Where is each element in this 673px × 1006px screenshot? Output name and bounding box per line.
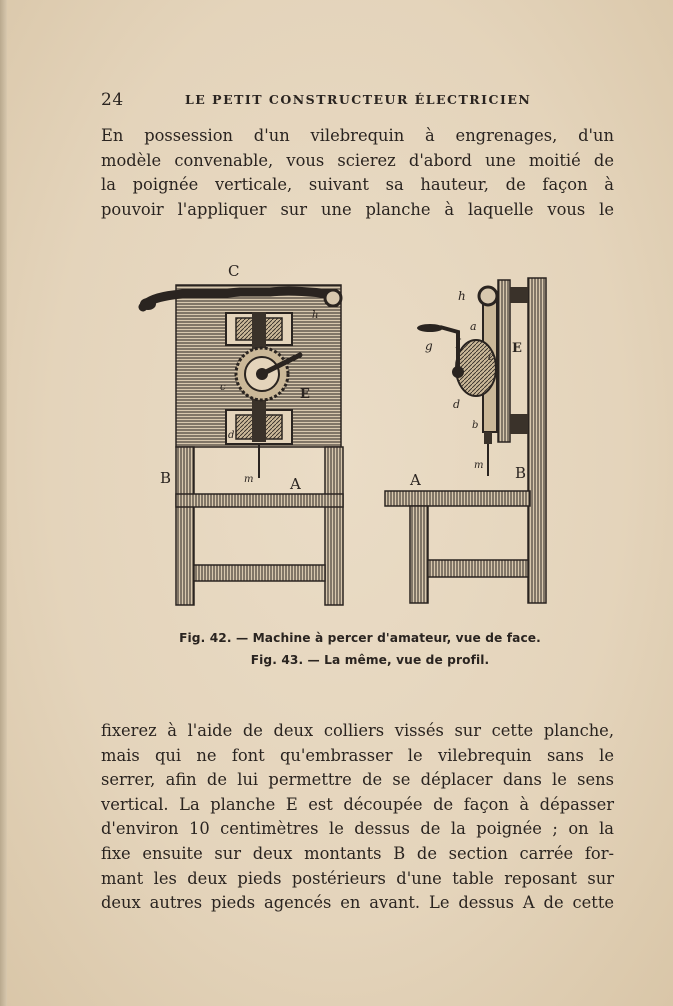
front-leg (410, 506, 428, 603)
label-d: d (228, 430, 235, 441)
label-c-upper: C (228, 262, 240, 280)
text-line: vertical. La planche E est découpée de façon à dépasser (101, 794, 614, 814)
label-b-small: b (472, 420, 479, 431)
bottom-connector (510, 414, 528, 434)
crank-g-handle (417, 324, 443, 332)
label-h-side: h (458, 289, 466, 303)
label-f: f (456, 338, 460, 349)
text-line: la poignée verticale, suivant sa hauteur, de façon à (101, 175, 614, 195)
label-g: g (425, 339, 433, 353)
top-pivot-h (479, 287, 497, 305)
board-e-side (498, 280, 510, 442)
label-m-side: m (474, 460, 484, 471)
text-line: mant les deux pieds postérieurs d'une table reposant sur (101, 868, 614, 888)
label-c-lower: c (220, 382, 226, 393)
crank-pivot (325, 290, 341, 306)
running-title: LE PETIT CONSTRUCTEUR ÉLECTRICIEN (185, 92, 532, 107)
label-m: m (244, 474, 254, 485)
label-a-small: a (470, 320, 477, 333)
text-line: En possession d'un vilebrequin à engrenages, d'un (101, 126, 614, 145)
rear-post-b (528, 278, 546, 603)
figure-43-side-view (385, 278, 546, 603)
leg-b-left (176, 447, 194, 605)
text-line: d'environ 10 centimètres le dessus de la poignée ; on la (101, 819, 614, 839)
text-line: fixerez à l'aide de deux colliers vissés sur cette planche, (101, 721, 614, 740)
label-a: A (290, 475, 301, 493)
text-line: modèle convenable, vous scierez d'abord une moitié de (101, 150, 614, 170)
text-line: fixe ensuite sur deux montants B de section carrée for- (101, 843, 614, 863)
text-line: deux autres pieds agencés en avant. Le dessus A de cette (101, 893, 614, 913)
figure-42-front-view (140, 262, 343, 605)
paragraph-2 (101, 719, 614, 916)
table-top-a-side (385, 491, 530, 506)
text-line: pouvoir l'appliquer sur une planche à laquelle vous le (101, 199, 614, 219)
text-line: serrer, afin de lui permettre de se déplacer dans le sens (101, 770, 614, 790)
label-d-side: d (453, 398, 461, 411)
handle-knob (140, 298, 156, 310)
table-top-a (176, 494, 343, 507)
top-connector (510, 287, 528, 303)
label-e-side: E (512, 341, 522, 356)
caption-fig-42: Fig. 42. — Machine à percer d'amateur, vue de face. (179, 631, 541, 645)
text-line: mais qui ne font qu'embrasser le vilebrequin sans le (101, 745, 614, 765)
chuck (484, 432, 492, 444)
lower-rail (194, 565, 325, 581)
caption-fig-43: Fig. 43. — La même, vue de profil. (250, 653, 490, 667)
label-c-side: c (488, 352, 494, 363)
label-b: B (160, 469, 172, 487)
lower-rail-side (428, 560, 528, 577)
label-a-side: A (410, 471, 421, 489)
page-number: 24 (101, 90, 124, 110)
label-h: h (312, 310, 319, 321)
label-e: E (300, 387, 310, 402)
label-b-side: B (515, 464, 527, 482)
leg-b-right (325, 447, 343, 605)
